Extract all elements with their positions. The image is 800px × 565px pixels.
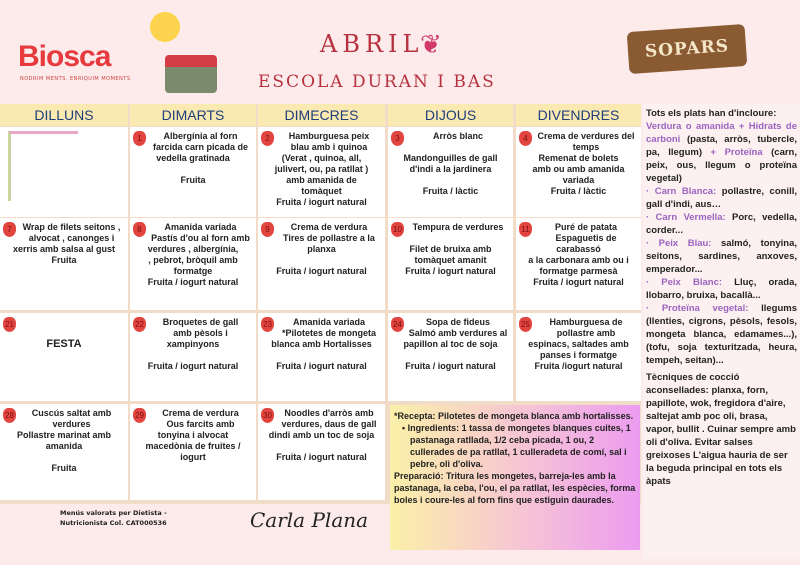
brand-tagline: NODRIM MENTS. ENRIQUIM MOMENTS [20, 76, 131, 82]
group-2-detail: (carn, peix, ous, llegum o proteïna vegetal) [646, 147, 797, 184]
protein-examples: llegums (llenties, cigrons, pèsols, fesols, mongeta blanca, edamames...), (tofu, soja texturitzada, heura, tempeh, seitan)... [646, 303, 797, 366]
protein-item [646, 276, 797, 302]
footer-line-1: Menús valorats per Dietista - [60, 509, 167, 517]
side-intro: Tots els plats han d'incloure: [646, 108, 777, 119]
day-header: DILLUNS [0, 104, 128, 126]
menu-cell [388, 313, 513, 401]
protein-examples: Lluç, orada, llobarro, bruixa, bacallà... [646, 277, 797, 301]
protein-item [646, 211, 797, 237]
protein-examples: Porc, vedella, corder... [646, 212, 797, 236]
menu-text: Crema de verdures del temps Remenat de bolets amb ou amb amanida variada Fruita / làctic [532, 131, 635, 196]
menu-cell [388, 218, 513, 310]
menu-text: Hamburguesa de pollastre amb espinacs, saltades amb panses i formatge Fruita /iogurt natural [528, 317, 629, 371]
ingredients-text: Ingredients: 1 tassa de mongetes blanques cuites, 1 pastanaga ratllada, 1/2 ceba picada, 1 ou, 2 cullerades de pa ratllat, 1 culleradeta de comí, sal i pebre, oli d'oliva. [407, 423, 631, 469]
sopars-sign: SOPARS [627, 24, 748, 74]
strawberry-day-icon: 25 [519, 317, 532, 332]
strawberry-basket-icon [165, 55, 217, 93]
strawberry-day-icon: 10 [391, 222, 404, 237]
strawberry-day-icon: 9 [261, 222, 274, 237]
footer-line-2: Nutricionista Col. CAT000536 [60, 519, 167, 527]
menu-text: Crema de verdura Tires de pollastre a la planxa Fruita / iogurt natural [276, 222, 375, 276]
menu-text: FESTA [46, 338, 82, 350]
strawberry-day-icon: 29 [133, 408, 146, 423]
menu-text: Hamburguesa peix blau amb i quinoa (Verat , quinoa, all, julivert, ou, pa ratllat ) amb amanida de tomàquet Fruita / iogurt natural [274, 131, 370, 207]
menu-text: Amanida variada *Pilotetes de mongeta blanca amb Hortalisses Fruita / iogurt natural [271, 317, 377, 371]
menu-cell [0, 218, 128, 310]
menu-text: Puré de patata Espaguetis de carabassó a la carbonara amb ou i formatge parmesà Fruita / iogurt natural [528, 222, 629, 287]
group-1-detail: (pasta, arròs, tubercle, pa, llegum) [646, 134, 797, 158]
protein-label: · Carn Blanca: [646, 186, 717, 197]
day-header: DIJOUS [388, 104, 513, 126]
menu-cell [516, 313, 641, 401]
butterfly-icon: ❦ [420, 30, 442, 60]
menu-cell [0, 313, 128, 401]
strawberry-day-icon: 28 [3, 408, 16, 423]
strawberry-day-icon: 2 [261, 131, 274, 146]
protein-item [646, 185, 797, 211]
cooking-tips: Tècniques de cocció aconsellades: planxa, forn, papillote, wok, fregidora d'aire, saltejat amb poc oli, brasa, vapor, bullit . Cuinar sempre amb oli d'oliva. Evitar salses greixoses L'aigua hauria de ser la beguda principal en tots els àpats [646, 372, 796, 487]
strawberry-day-icon: 24 [391, 317, 404, 332]
strawberry-day-icon: 3 [391, 131, 404, 146]
strawberry-day-icon: 7 [3, 222, 16, 237]
group-1: Verdura o amanida + Hidrats de carboni [646, 121, 797, 145]
strawberry-day-icon: 23 [261, 317, 274, 332]
strawberry-day-icon: 8 [133, 222, 146, 237]
recipe-box [390, 405, 640, 550]
menu-text: Arròs blanc Mandonguilles de gall d'indi a la jardinera Fruita / làctic [403, 131, 498, 196]
protein-examples: salmó, tonyina, seitons, sardines, anxoves, emperador... [646, 238, 797, 275]
menu-cell [0, 127, 128, 217]
menu-cell [130, 218, 256, 310]
menu-text: Crema de verdura Ous farcits amb tonyina i alvocat macedònia de fruites / iogurt [145, 408, 241, 462]
protein-label: · Proteïna vegetal: [646, 303, 749, 314]
flower-decoration-icon [8, 131, 78, 201]
protein-label: · Carn Vermella: [646, 212, 726, 223]
menu-cell [130, 127, 256, 217]
menu-text: Amanida variada Pastís d'ou al forn amb verdures , albergínia, , pebrot, bròquil amb formatge Fruita / iogurt natural [147, 222, 250, 287]
menu-cell [388, 127, 513, 217]
side-groups [646, 120, 797, 185]
menu-cell [130, 313, 256, 401]
menu-cell [130, 404, 256, 500]
protein-label: · Peix Blau: [646, 238, 712, 249]
group-2: + Proteïna [710, 147, 763, 158]
menu-text: Sopa de fideus Salmó amb verdures al papillon al toc de soja Fruita / iogurt natural [403, 317, 508, 371]
menu-text: Cuscús saltat amb verdures Pollastre marinat amb amanida Fruita [16, 408, 112, 473]
school-title: ESCOLA DURAN I BAS [258, 72, 496, 92]
brand-logo: Biosca [18, 40, 111, 73]
dietitian-note [60, 508, 167, 528]
menu-cell [0, 404, 128, 500]
menu-text: Noodles d'arròs amb verdures, daus de gall dindi amb un toc de soja Fruita / iogurt natural [268, 408, 377, 462]
menu-cell [516, 127, 641, 217]
nutrition-panel [643, 104, 800, 559]
recipe-preparation: Preparació: Tritura les mongetes, barreja-les amb la pastanaga, la ceba, l'ou, el pa ratllat, les espècies, forma boles i coure-les al forn fins que estiguin daurades. [394, 471, 636, 505]
strawberry-day-icon: 30 [261, 408, 274, 423]
menu-text: Wrap de filets seitons , alvocat , canonges i xerris amb salsa al gust Fruita [12, 222, 121, 265]
strawberry-day-icon: 4 [519, 131, 532, 146]
protein-examples: pollastre, conill, gall d'indi, aus… [646, 186, 797, 210]
recipe-title: *Recepta: Pilotetes de mongeta blanca amb hortalisses. [394, 411, 634, 421]
menu-cell [258, 313, 385, 401]
protein-item [646, 302, 797, 367]
menu-cell [258, 218, 385, 310]
menu-text: Broquetes de gall amb pèsols i xampinyons Fruita / iogurt natural [147, 317, 239, 371]
sun-icon [150, 12, 180, 42]
protein-label: · Peix Blanc: [646, 277, 723, 288]
protein-item [646, 237, 797, 276]
strawberry-day-icon: 22 [133, 317, 146, 332]
day-header: DIVENDRES [516, 104, 641, 126]
menu-text: Tempura de verdures Filet de bruixa amb tomàquet amanit Fruita / iogurt natural [405, 222, 504, 276]
day-header: DIMARTS [130, 104, 256, 126]
day-header: DIMECRES [258, 104, 385, 126]
strawberry-day-icon: 11 [519, 222, 532, 237]
strawberry-day-icon: 21 [3, 317, 16, 332]
signature: Carla Plana [250, 508, 369, 532]
month-title: ABRIL [320, 30, 424, 58]
menu-cell [258, 127, 385, 217]
menu-cell [516, 218, 641, 310]
menu-text: Albergínia al forn farcida carn picada de vedella gratinada Fruita [152, 131, 249, 185]
menu-cell [258, 404, 385, 500]
strawberry-day-icon: 1 [133, 131, 146, 146]
recipe-ingredients: • Ingredients: 1 tassa de mongetes blanques cuites, 1 pastanaga ratllada, 1/2 ceba picada, 1 ou, 2 cullerades de pa ratllat, 1 culleradeta de comí, sal i pebre, oli d'oliva. [402, 423, 631, 469]
